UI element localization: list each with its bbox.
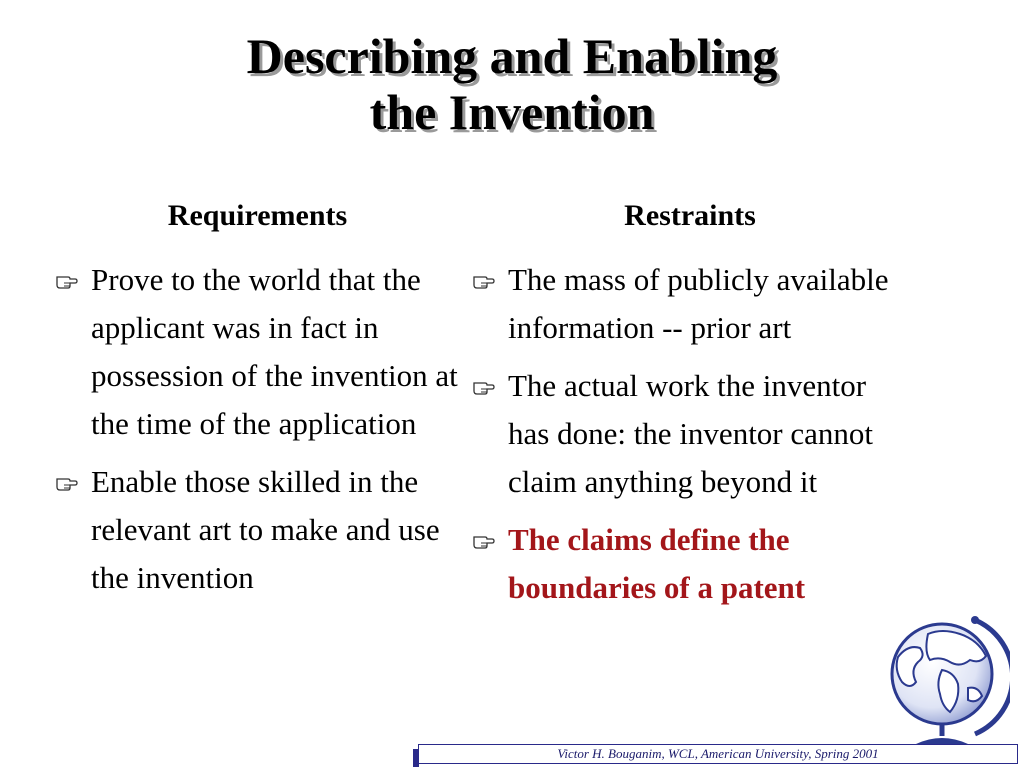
restraints-item-text: The claims define the boundaries of a patent xyxy=(508,522,806,605)
requirements-list xyxy=(55,256,460,612)
requirements-item xyxy=(55,256,460,448)
pointing-hand-icon xyxy=(472,374,496,398)
slide-title-line-2: the Invention xyxy=(369,84,655,140)
requirements-heading: Requirements xyxy=(167,199,348,232)
restraints-item-text: The actual work the inventor has done: the inventor cannot claim anything beyond it xyxy=(508,368,874,499)
slide-title xyxy=(0,28,1024,140)
globe-icon xyxy=(880,612,1010,752)
requirements-item xyxy=(55,458,460,602)
slide-title-line-1: Describing and Enabling xyxy=(246,28,778,84)
restraints-list xyxy=(472,256,892,622)
pointing-hand-icon xyxy=(472,528,496,552)
restraints-item xyxy=(472,362,892,506)
restraints-heading: Restraints xyxy=(624,199,756,232)
requirements-item-text: Enable those skilled in the relevant art to make and use the invention xyxy=(91,464,440,595)
restraints-item-emphasized xyxy=(472,516,892,612)
pointing-hand-icon xyxy=(472,268,496,292)
restraints-item xyxy=(472,256,892,352)
requirements-item-text: Prove to the world that the applicant was in fact in possession of the invention at the time of the application xyxy=(91,262,458,441)
footer-credit: Victor H. Bouganim, WCL, American University, Spring 2001 xyxy=(557,746,879,761)
restraints-item-text: The mass of publicly available information -- prior art xyxy=(508,262,889,345)
pointing-hand-icon xyxy=(55,268,79,292)
footer-box xyxy=(418,744,1018,764)
pointing-hand-icon xyxy=(55,470,79,494)
